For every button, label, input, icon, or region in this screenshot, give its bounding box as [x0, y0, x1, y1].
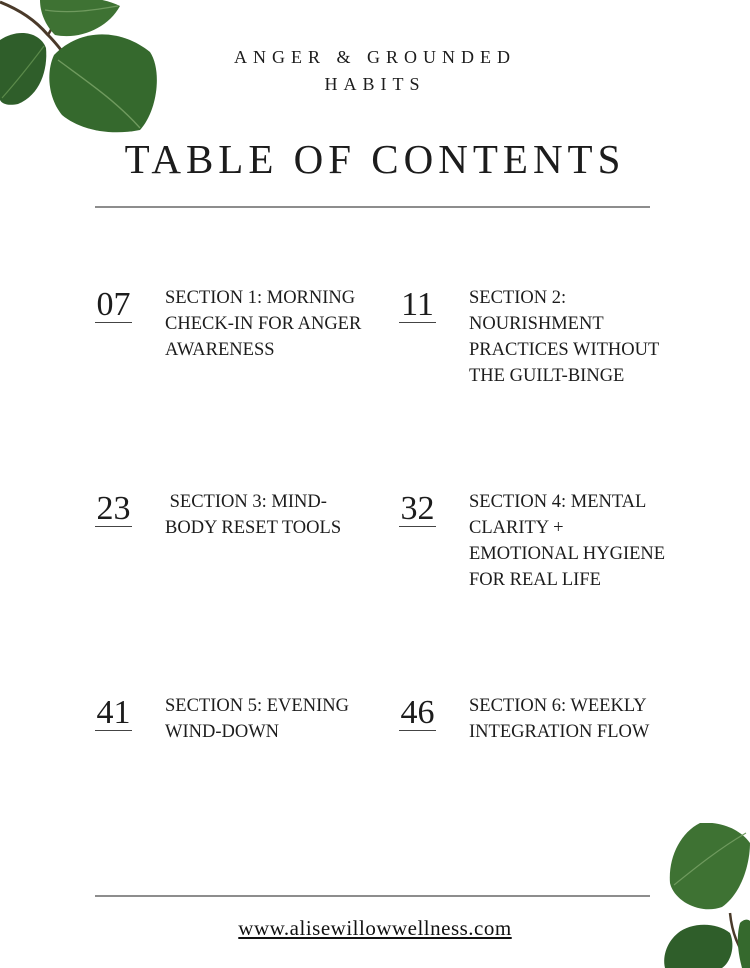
subtitle-line-2: HABITS — [324, 74, 426, 94]
page-number-underline — [399, 322, 436, 323]
page-title: TABLE OF CONTENTS — [124, 136, 626, 182]
toc-entry-1[interactable] — [95, 285, 395, 395]
toc-entry-4[interactable] — [399, 489, 699, 599]
toc-entry-2[interactable] — [399, 285, 699, 395]
toc-section-title: SECTION 4: MENTAL CLARITY + EMOTIONAL HYGIENE FOR REAL LIFE — [469, 492, 666, 590]
subtitle-line-1: ANGER & GROUNDED — [234, 47, 516, 67]
top-divider — [95, 206, 650, 208]
toc-section-title: SECTION 6: WEEKLY INTEGRATION FLOW — [469, 696, 650, 742]
toc-page-number: 32 — [400, 490, 435, 527]
page-number-underline — [95, 322, 132, 323]
toc-section-title: SECTION 1: MORNING CHECK-IN FOR ANGER AWARENESS — [165, 288, 362, 360]
toc-page-number: 46 — [400, 694, 435, 731]
page-number-underline — [399, 730, 436, 731]
toc-page-number: 11 — [401, 286, 434, 323]
toc-section-title: SECTION 2: NOURISHMENT PRACTICES WITHOUT THE GUILT-BINGE — [469, 288, 659, 386]
toc-section-title: SECTION 5: EVENING WIND-DOWN — [165, 696, 349, 742]
leaf-branch-icon — [660, 823, 750, 968]
toc-page-number: 41 — [96, 694, 131, 731]
page-number-underline — [399, 526, 436, 527]
toc-entry-5[interactable] — [95, 693, 395, 803]
toc-entry-6[interactable] — [399, 693, 699, 803]
bottom-divider — [95, 895, 650, 897]
website-link[interactable]: www.alisewillowwellness.com — [238, 916, 512, 940]
page-number-underline — [95, 526, 132, 527]
document-subtitle — [0, 44, 750, 98]
toc-page-number: 07 — [96, 286, 131, 323]
toc-section-title: SECTION 3: MIND-BODY RESET TOOLS — [165, 492, 342, 538]
toc-page-number: 23 — [96, 490, 131, 527]
page-number-underline — [95, 730, 132, 731]
toc-entry-3[interactable] — [95, 489, 395, 599]
